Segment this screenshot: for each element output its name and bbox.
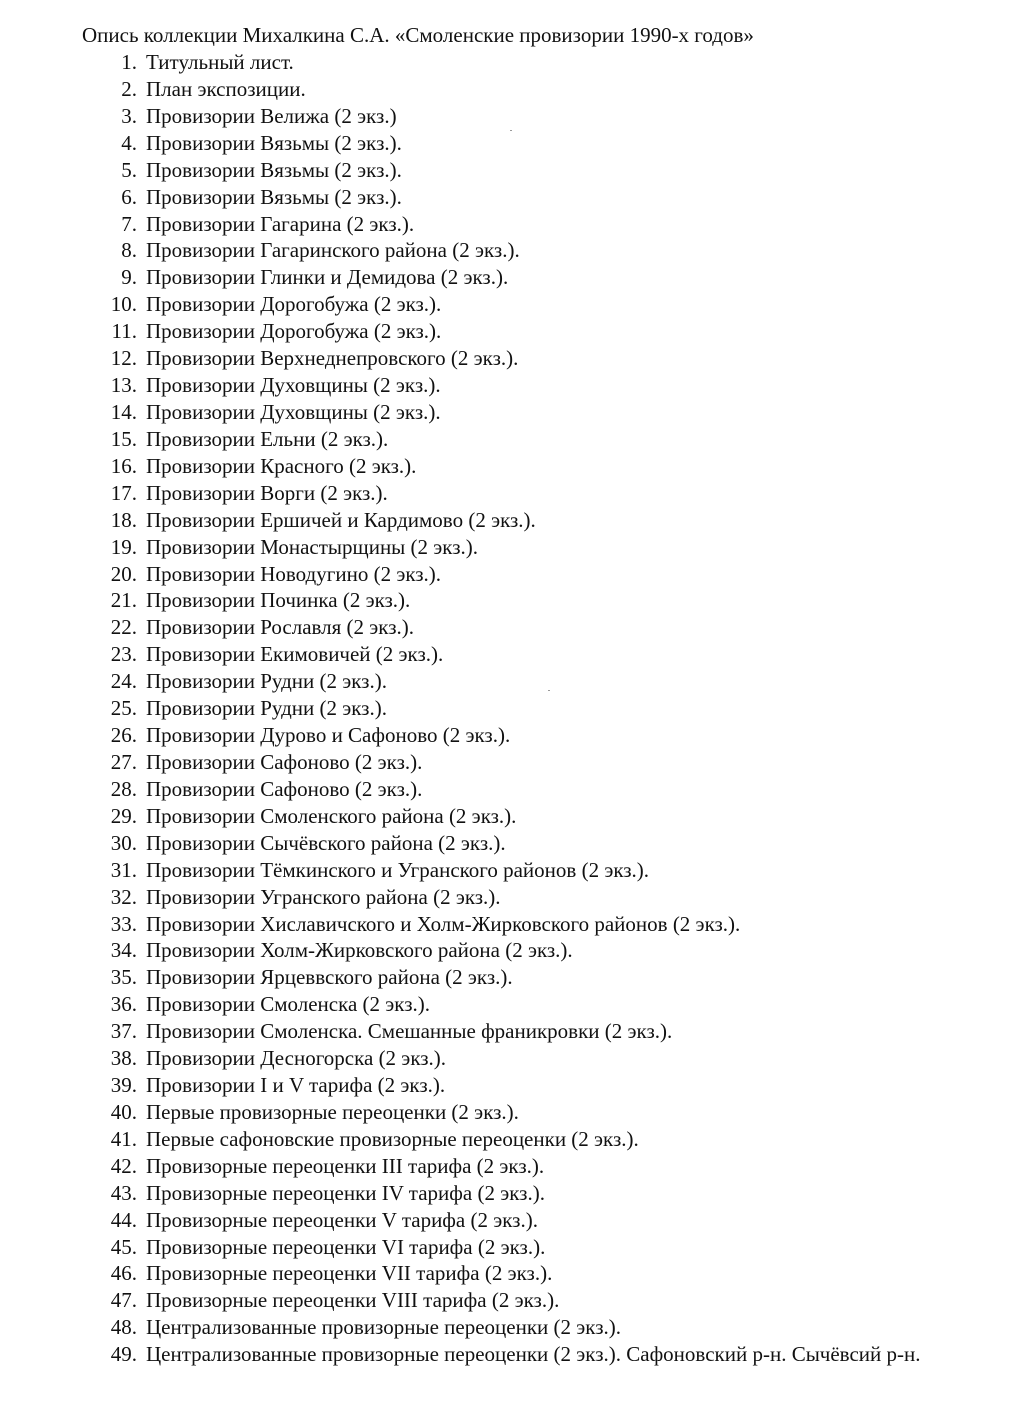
list-item-number: 35.	[110, 965, 137, 990]
list-item	[0, 103, 1024, 130]
list-item	[0, 937, 1024, 964]
list-item-number: 38.	[110, 1046, 137, 1071]
list-item	[0, 1153, 1024, 1180]
list-item-text: Провизории Холм-Жирковского района (2 экз.).	[146, 938, 573, 963]
list-item-text: Провизории Вязьмы (2 экз.).	[146, 184, 402, 209]
list-item-number: 37.	[110, 1019, 137, 1044]
list-item-number: 2.	[121, 76, 137, 101]
list-item-text: Провизории Смоленска. Смешанные франикровки (2 экз.).	[146, 1019, 673, 1044]
list-item	[0, 1072, 1024, 1099]
list-item-number: 15.	[110, 426, 137, 451]
list-item	[0, 1234, 1024, 1261]
list-item	[0, 722, 1024, 749]
list-item	[0, 1045, 1024, 1072]
list-item-number: 27.	[110, 749, 137, 774]
list-item	[0, 561, 1024, 588]
list-item-number: 34.	[110, 938, 137, 963]
list-item-text: Первые провизорные переоценки (2 экз.).	[146, 1099, 519, 1124]
list-item	[0, 480, 1024, 507]
list-item	[0, 1126, 1024, 1153]
list-item-number: 47.	[110, 1288, 137, 1313]
inventory-list	[0, 49, 1024, 1368]
list-item-text: Провизории Гагаринского района (2 экз.).	[146, 238, 520, 263]
list-item-number: 23.	[110, 642, 137, 667]
list-item-text: Титульный лист.	[146, 50, 294, 74]
list-item-text: Провизории Рудни (2 экз.).	[146, 696, 387, 721]
list-item-text: Провизории Смоленского района (2 экз.).	[146, 803, 517, 828]
list-item-number: 39.	[110, 1073, 137, 1098]
list-item-number: 12.	[110, 346, 137, 371]
list-item-number: 1.	[121, 50, 137, 74]
list-item	[0, 911, 1024, 938]
list-item-number: 4.	[121, 130, 137, 155]
list-item-text: Первые сафоновские провизорные переоценки (2 экз.).	[146, 1126, 639, 1151]
list-item-number: 29.	[110, 803, 137, 828]
list-item-text: Провизории Починка (2 экз.).	[146, 588, 411, 613]
list-item-text: Провизории Рудни (2 экз.).	[146, 669, 387, 694]
list-item-number: 45.	[110, 1234, 137, 1259]
list-item-number: 44.	[110, 1207, 137, 1232]
list-item-number: 42.	[110, 1153, 137, 1178]
document-title: Опись коллекции Михалкина С.А. «Смоленские провизории 1990-х годов»	[82, 23, 754, 47]
list-item-text: Провизории Вязьмы (2 экз.).	[146, 130, 402, 155]
list-item-text: Провизории Верхнеднепровского (2 экз.).	[146, 346, 519, 371]
list-item	[0, 641, 1024, 668]
list-item	[0, 776, 1024, 803]
list-item	[0, 587, 1024, 614]
list-item	[0, 399, 1024, 426]
list-item-number: 10.	[110, 292, 137, 317]
list-item-number: 26.	[110, 723, 137, 748]
list-item	[0, 507, 1024, 534]
list-item-number: 18.	[110, 507, 137, 532]
list-item-number: 20.	[110, 561, 137, 586]
list-item-number: 24.	[110, 669, 137, 694]
list-item-text: Централизованные провизорные переоценки (2 экз.). Сафоновский р-н. Сычёвсий р-н.	[146, 1342, 921, 1367]
list-item-text: Провизории Десногорска (2 экз.).	[146, 1046, 447, 1071]
list-item	[0, 184, 1024, 211]
list-item-text: Провизории Тёмкинского и Угранского районов (2 экз.).	[146, 857, 650, 882]
list-item-number: 9.	[121, 265, 137, 290]
list-item-number: 6.	[121, 184, 137, 209]
list-item	[0, 372, 1024, 399]
list-item-text: Провизории Сафоново (2 экз.).	[146, 749, 423, 774]
list-item-text: Провизории Велижа (2 экз.)	[146, 103, 397, 128]
list-item-text: Провизорные переоценки V тарифа (2 экз.).	[146, 1207, 538, 1232]
list-item	[0, 991, 1024, 1018]
list-item	[0, 1180, 1024, 1207]
list-item-number: 48.	[110, 1315, 137, 1340]
list-item-text: Провизории Духовщины (2 экз.).	[146, 399, 441, 424]
list-item	[0, 534, 1024, 561]
list-item-text: Провизории Ершичей и Кардимово (2 экз.).	[146, 507, 536, 532]
list-item-text: План экспозиции.	[146, 76, 306, 101]
list-item	[0, 1287, 1024, 1314]
scan-speck	[510, 130, 512, 131]
list-item-number: 11.	[111, 319, 137, 344]
list-item	[0, 1314, 1024, 1341]
list-item-text: Провизории Дорогобужа (2 экз.).	[146, 319, 442, 344]
list-item-number: 3.	[121, 103, 137, 128]
list-item-text: Провизорные переоценки VI тарифа (2 экз.).	[146, 1234, 546, 1259]
list-item-text: Провизории Рославля (2 экз.).	[146, 615, 415, 640]
list-item	[0, 426, 1024, 453]
list-item-number: 14.	[110, 399, 137, 424]
list-item-number: 30.	[110, 830, 137, 855]
list-item-text: Провизории Ельни (2 экз.).	[146, 426, 389, 451]
list-item-text: Провизории Ярцеввского района (2 экз.).	[146, 965, 513, 990]
list-item-text: Провизорные переоценки VII тарифа (2 экз.).	[146, 1261, 553, 1286]
list-item-text: Провизории Глинки и Демидова (2 экз.).	[146, 265, 509, 290]
scan-speck	[548, 690, 550, 691]
list-item-text: Провизории Хиславичского и Холм-Жирковского районов (2 экз.).	[146, 911, 741, 936]
list-item-text: Провизории I и V тарифа (2 экз.).	[146, 1073, 446, 1098]
list-item-text: Провизории Ворги (2 экз.).	[146, 480, 388, 505]
list-item	[0, 1018, 1024, 1045]
list-item-number: 40.	[110, 1099, 137, 1124]
list-item-text: Провизории Смоленска (2 экз.).	[146, 992, 431, 1017]
list-item	[0, 49, 1024, 76]
list-item-number: 41.	[110, 1126, 137, 1151]
list-item-text: Провизории Угранского района (2 экз.).	[146, 884, 501, 909]
list-item	[0, 211, 1024, 238]
list-item-number: 22.	[110, 615, 137, 640]
list-item-number: 21.	[110, 588, 137, 613]
list-item-text: Провизории Новодугино (2 экз.).	[146, 561, 442, 586]
list-item	[0, 264, 1024, 291]
list-item-text: Провизории Вязьмы (2 экз.).	[146, 157, 402, 182]
list-item	[0, 237, 1024, 264]
list-item-text: Провизории Красного (2 экз.).	[146, 453, 417, 478]
list-item-number: 28.	[110, 776, 137, 801]
list-item-number: 8.	[121, 238, 137, 263]
list-item-text: Провизории Сычёвского района (2 экз.).	[146, 830, 506, 855]
list-item-text: Централизованные провизорные переоценки (2 экз.).	[146, 1315, 621, 1340]
list-item-text: Провизорные переоценки III тарифа (2 экз.).	[146, 1153, 545, 1178]
list-item	[0, 884, 1024, 911]
list-item-number: 7.	[121, 211, 137, 236]
list-item	[0, 857, 1024, 884]
list-item-number: 17.	[110, 480, 137, 505]
list-item-number: 49.	[110, 1342, 137, 1367]
list-item-text: Провизории Монастырщины (2 экз.).	[146, 534, 479, 559]
list-item	[0, 1207, 1024, 1234]
list-item-text: Провизории Дорогобужа (2 экз.).	[146, 292, 442, 317]
list-item	[0, 1341, 1024, 1368]
list-item	[0, 291, 1024, 318]
list-item-number: 33.	[110, 911, 137, 936]
list-item-number: 31.	[110, 857, 137, 882]
list-item	[0, 1099, 1024, 1126]
list-item	[0, 964, 1024, 991]
list-item-number: 5.	[121, 157, 137, 182]
list-item	[0, 668, 1024, 695]
list-item	[0, 345, 1024, 372]
list-item	[0, 803, 1024, 830]
list-item-number: 32.	[110, 884, 137, 909]
list-item	[0, 1260, 1024, 1287]
list-item-number: 13.	[110, 373, 137, 398]
list-item	[0, 614, 1024, 641]
list-item-text: Провизории Духовщины (2 экз.).	[146, 373, 441, 398]
list-item-text: Провизории Дурово и Сафоново (2 экз.).	[146, 723, 511, 748]
list-item	[0, 830, 1024, 857]
list-item-number: 43.	[110, 1180, 137, 1205]
list-item	[0, 157, 1024, 184]
list-item	[0, 130, 1024, 157]
list-item	[0, 318, 1024, 345]
list-item-text: Провизорные переоценки IV тарифа (2 экз.).	[146, 1180, 545, 1205]
list-item-text: Провизории Екимовичей (2 экз.).	[146, 642, 444, 667]
list-item-text: Провизории Сафоново (2 экз.).	[146, 776, 423, 801]
list-item	[0, 76, 1024, 103]
list-item	[0, 749, 1024, 776]
list-item	[0, 695, 1024, 722]
list-item-text: Провизорные переоценки VIII тарифа (2 экз.).	[146, 1288, 560, 1313]
list-item-number: 46.	[110, 1261, 137, 1286]
list-item-number: 36.	[110, 992, 137, 1017]
list-item	[0, 453, 1024, 480]
list-item-number: 19.	[110, 534, 137, 559]
list-item-text: Провизории Гагарина (2 экз.).	[146, 211, 415, 236]
list-item-number: 16.	[110, 453, 137, 478]
list-item-number: 25.	[110, 696, 137, 721]
